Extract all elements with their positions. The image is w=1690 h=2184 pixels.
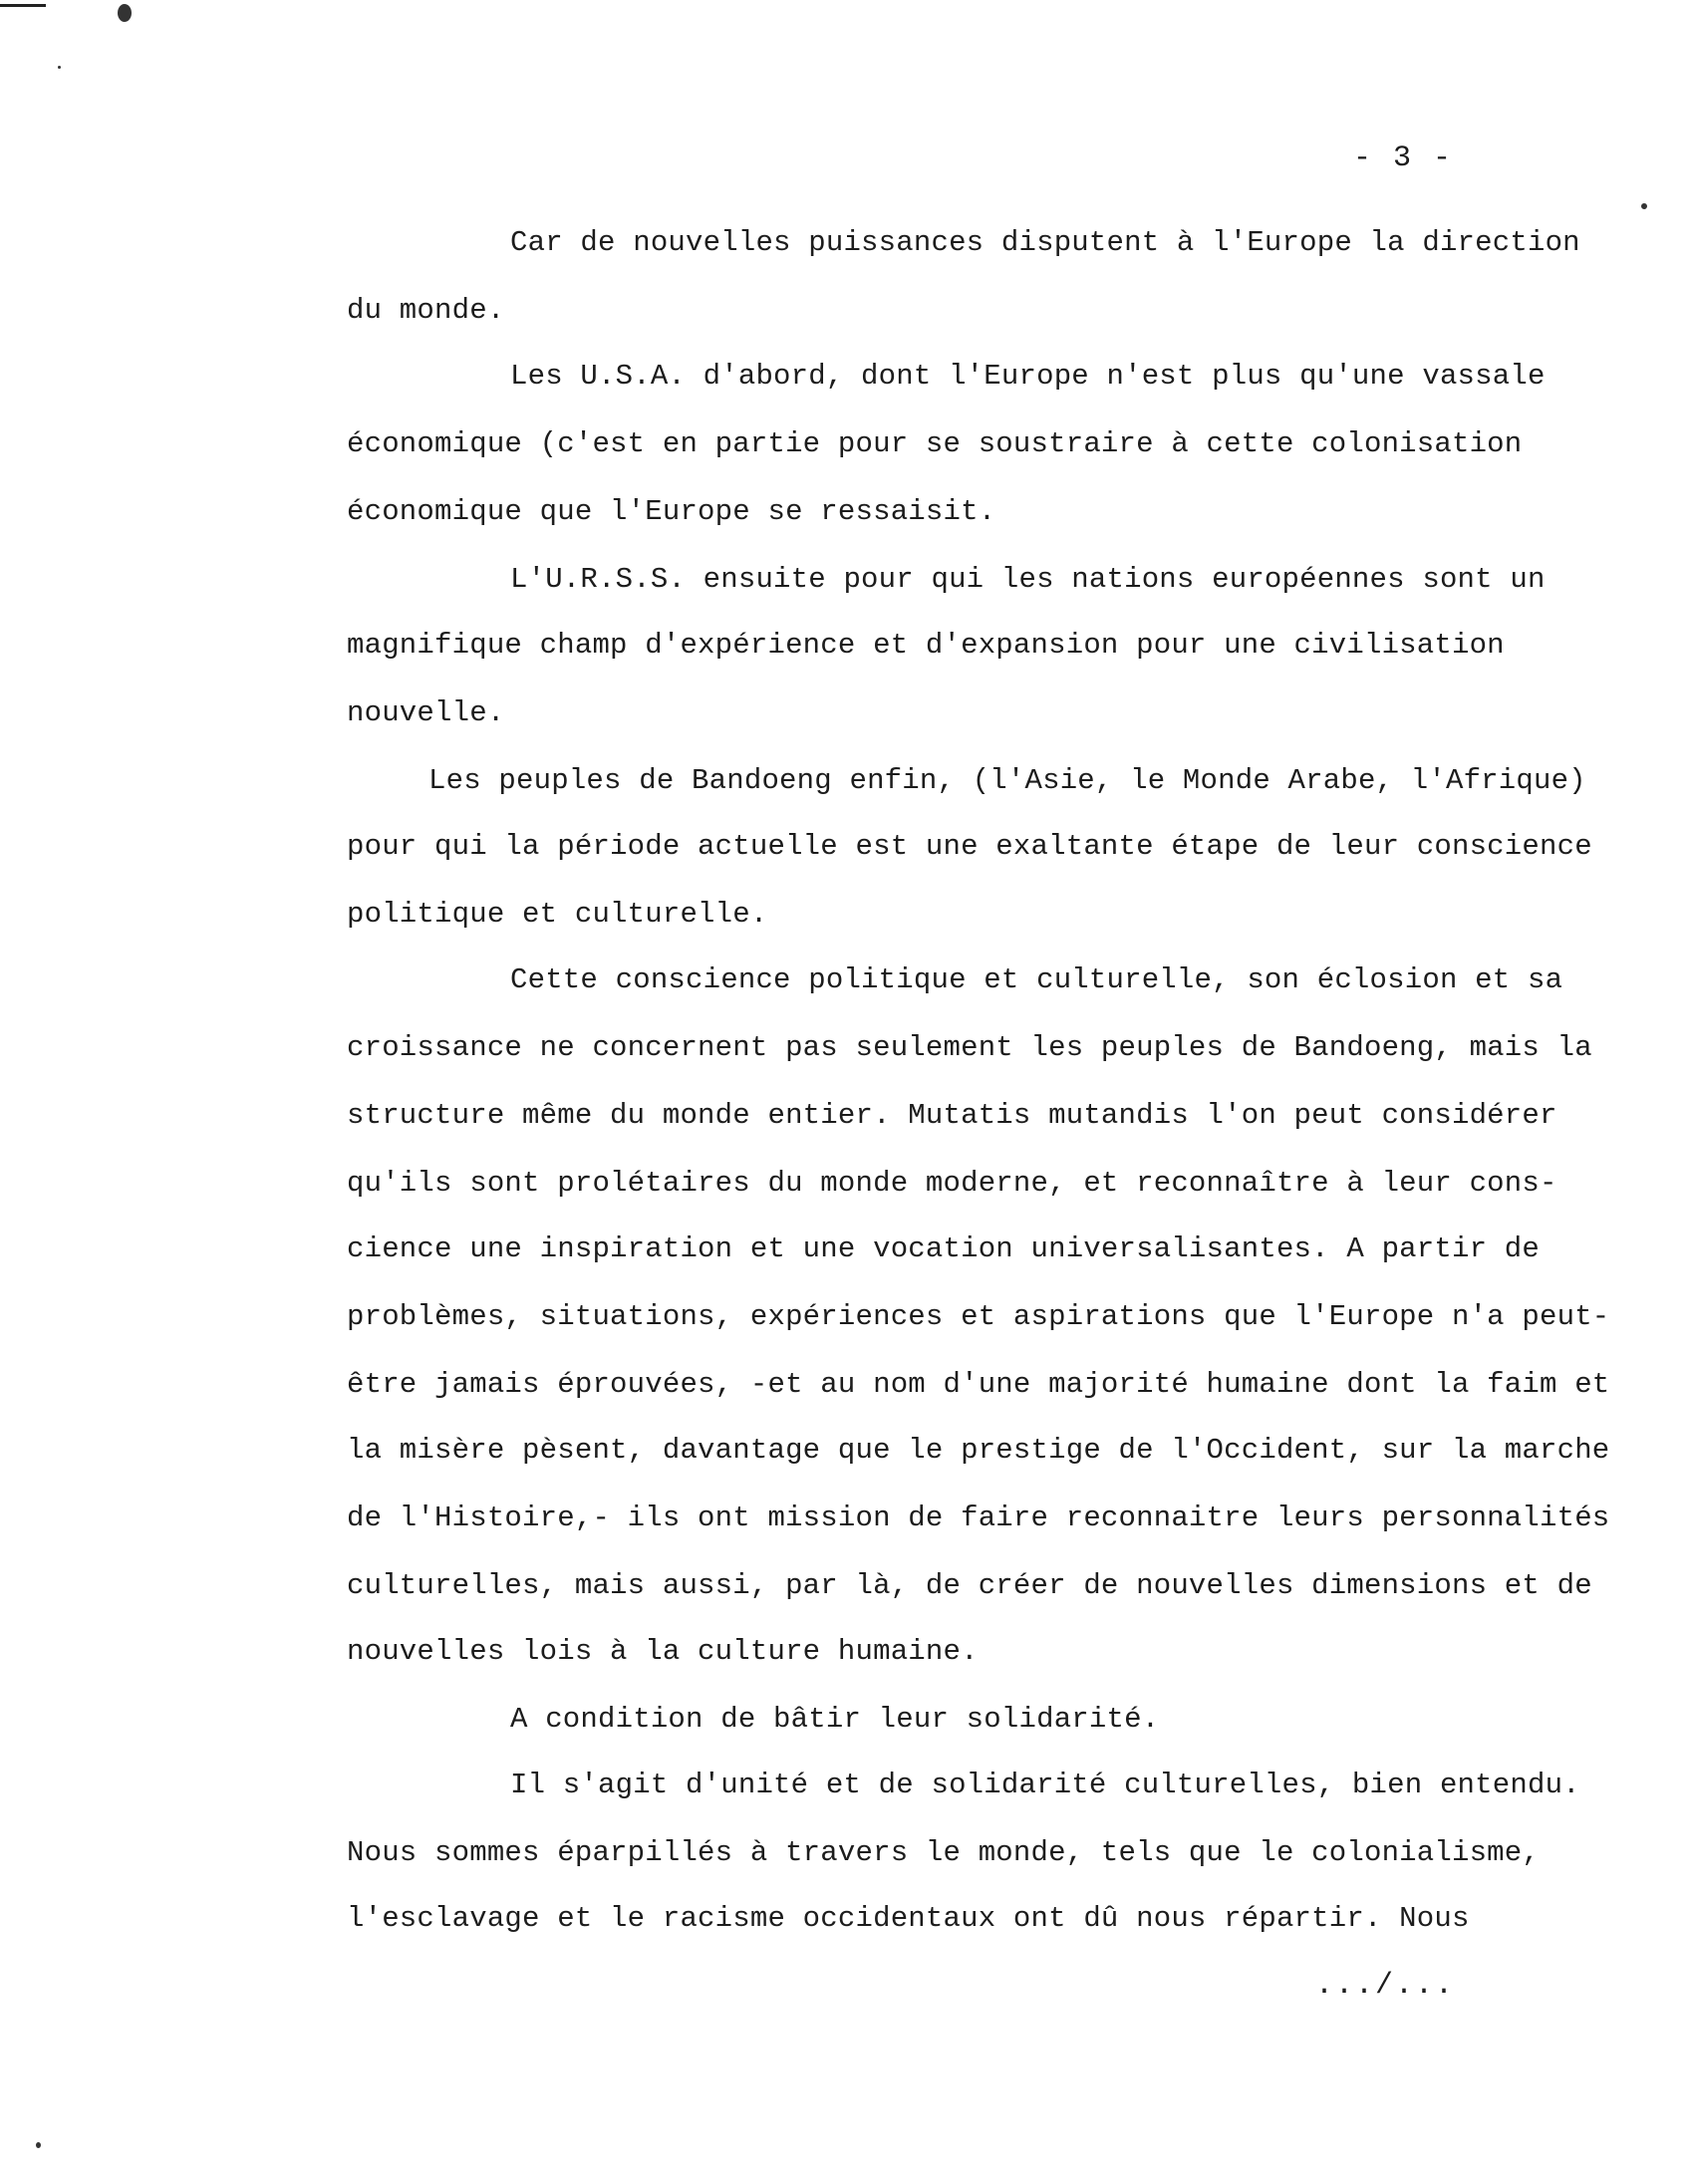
text-line: l'esclavage et le racisme occidentaux ont dû nous répartir. Nous: [347, 1902, 1470, 1935]
text-line: Nous sommes éparpillés à travers le monde, tels que le colonialisme,: [347, 1836, 1540, 1869]
text-line: structure même du monde entier. Mutatis mutandis l'on peut considérer: [347, 1099, 1557, 1132]
text-line: pour qui la période actuelle est une exaltante étape de leur conscience: [347, 830, 1592, 863]
text-line: Cette conscience politique et culturelle, son éclosion et sa: [510, 963, 1563, 996]
speck: [1641, 203, 1647, 209]
text-line: de l'Histoire,- ils ont mission de faire reconnaitre leurs personnalités: [347, 1502, 1610, 1534]
text-line: nouvelle.: [347, 696, 505, 729]
text-line: économique (c'est en partie pour se soustraire à cette colonisation: [347, 427, 1523, 460]
text-line: Les peuples de Bandoeng enfin, (l'Asie, le Monde Arabe, l'Afrique): [428, 764, 1586, 797]
text-line: Car de nouvelles puissances disputent à l'Europe la direction: [510, 226, 1580, 259]
text-line: A condition de bâtir leur solidarité.: [510, 1703, 1160, 1736]
text-line: du monde.: [347, 294, 505, 327]
text-line: être jamais éprouvées, -et au nom d'une majorité humaine dont la faim et: [347, 1368, 1610, 1401]
speck: [58, 66, 61, 69]
text-line: culturelles, mais aussi, par là, de créer de nouvelles dimensions et de: [347, 1569, 1592, 1602]
text-line: magnifique champ d'expérience et d'expansion pour une civilisation: [347, 629, 1505, 662]
text-line: croissance ne concernent pas seulement les peuples de Bandoeng, mais la: [347, 1031, 1592, 1064]
text-line: L'U.R.S.S. ensuite pour qui les nations européennes sont un: [510, 563, 1546, 596]
text-line: problèmes, situations, expériences et aspirations que l'Europe n'a peut-: [347, 1300, 1610, 1333]
page-number: - 3 -: [1353, 141, 1454, 175]
continuation-marker: .../...: [1315, 1969, 1456, 2003]
speck: [36, 2142, 41, 2148]
text-line: Les U.S.A. d'abord, dont l'Europe n'est plus qu'une vassale: [510, 360, 1546, 393]
text-line: politique et culturelle.: [347, 898, 768, 931]
text-line: Il s'agit d'unité et de solidarité culturelles, bien entendu.: [510, 1769, 1580, 1801]
scan-mark-top-left: [0, 4, 46, 7]
text-line: cience une inspiration et une vocation universalisantes. A partir de: [347, 1232, 1540, 1265]
text-line: nouvelles lois à la culture humaine.: [347, 1635, 979, 1668]
text-line: économique que l'Europe se ressaisit.: [347, 495, 996, 528]
text-line: la misère pèsent, davantage que le prestige de l'Occident, sur la marche: [347, 1434, 1610, 1467]
text-line: qu'ils sont prolétaires du monde moderne, et reconnaître à leur cons-: [347, 1167, 1557, 1200]
ink-blot-top: [118, 4, 132, 22]
